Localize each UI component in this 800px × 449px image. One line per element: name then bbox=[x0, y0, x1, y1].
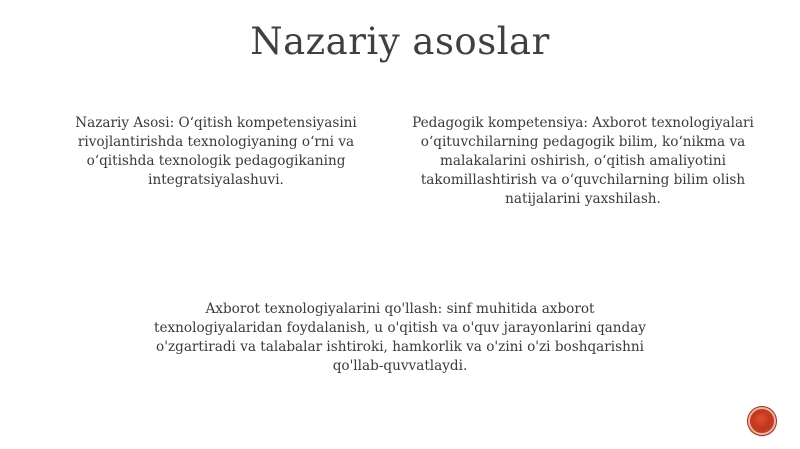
slide-nav-button[interactable] bbox=[748, 407, 776, 435]
slide-title: Nazariy asoslar bbox=[250, 20, 550, 63]
it-application-text: Axborot texnologiyalarini qo'llash: sinf muhitida axborot texnologiyalaridan foydalanish, u o'qitish va o'quv jarayonlarini qanday o'zgartiradi va talabalar ishtiroki, hamkorlik va o'zini o'zi boshqarishni qo'llab-quvvatlaydi. bbox=[154, 301, 646, 374]
circle-nav-button-icon bbox=[754, 413, 770, 429]
theory-basis-text: Nazariy Asosi: O‘qitish kompetensiyasini rivojlantirishda texnologiyaning o‘rni va o‘qitishda texnologik pedagogikaning integratsiyalashuvi. bbox=[75, 115, 357, 188]
pedagogical-competence-text: Pedagogik kompetensiya: Axborot texnologiyalari o‘qituvchilarning pedagogik bilim, ko‘nikma va malakalarini oshirish, o‘qitish amaliyotini takomillashtirish va o‘quvchilarning bilim olish natijalarini yaxshilash. bbox=[412, 115, 754, 207]
